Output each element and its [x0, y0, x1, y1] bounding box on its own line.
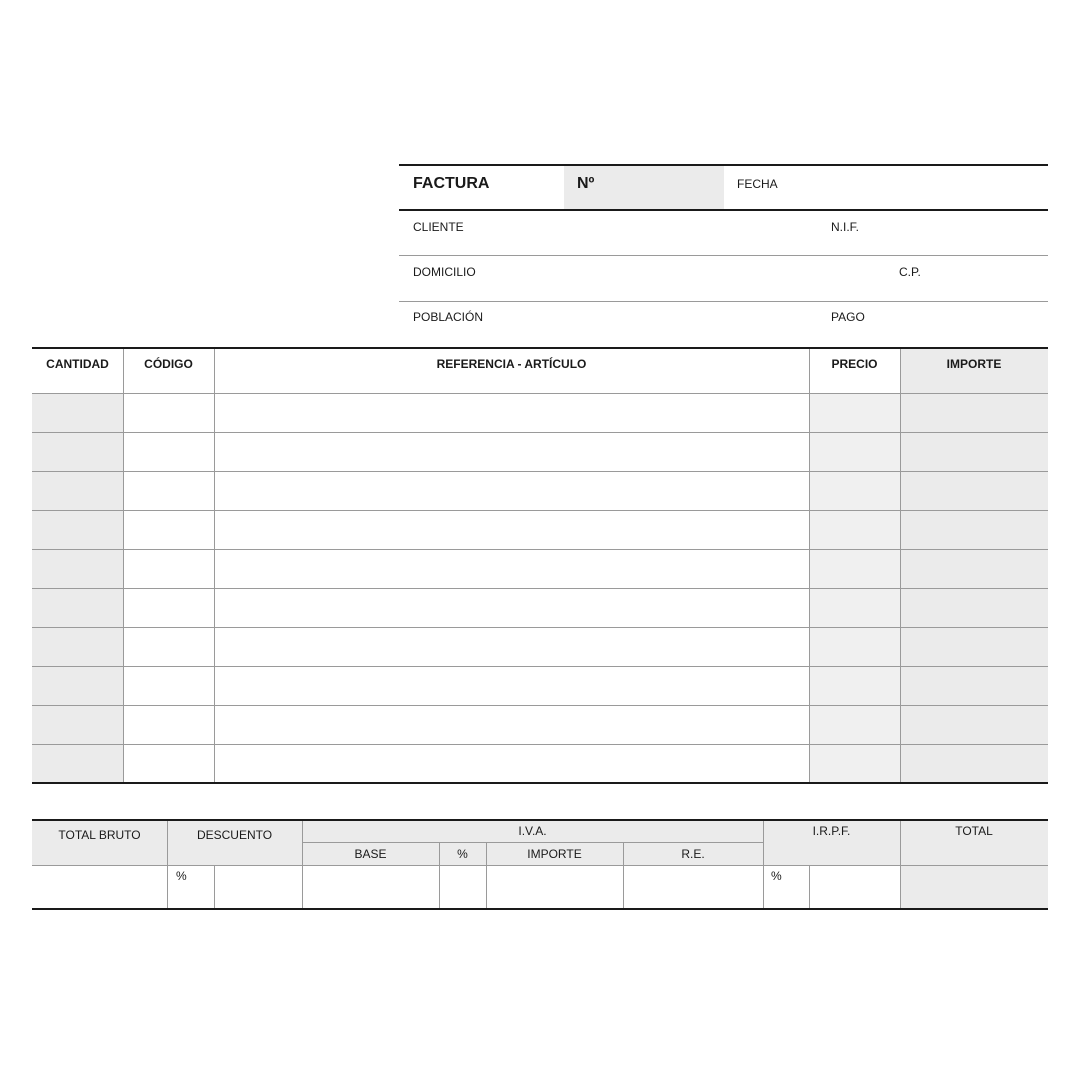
table-row [32, 432, 1048, 433]
column-header-referencia: REFERENCIA - ARTÍCULO [436, 357, 587, 371]
header-rule [399, 301, 1048, 302]
date-label: FECHA [737, 177, 778, 191]
header-rule [399, 209, 1048, 211]
discount-percent-sign: % [176, 869, 187, 883]
column-header-cantidad: CANTIDAD [46, 357, 109, 371]
table-row [32, 471, 1048, 472]
total-bruto-label: TOTAL BRUTO [58, 828, 141, 842]
table-top-rule [32, 347, 1048, 349]
nif-label: N.I.F. [831, 220, 860, 234]
totals-header-rule [32, 865, 1048, 866]
invoice-header [399, 164, 1048, 324]
totals-bottom-rule [32, 908, 1048, 910]
iva-importe-label: IMPORTE [527, 847, 582, 861]
iva-label: I.V.A. [518, 824, 547, 838]
invoice-title: FACTURA [413, 175, 490, 192]
column-divider [214, 349, 215, 782]
table-row [32, 393, 1048, 394]
table-row [32, 588, 1048, 589]
column-divider [900, 349, 901, 782]
totals-table [32, 819, 1048, 912]
iva-base-label: BASE [354, 847, 387, 861]
payment-label: PAGO [831, 310, 865, 324]
column-header-codigo: CÓDIGO [144, 357, 193, 371]
amount-column-shade [900, 349, 1048, 782]
table-row [32, 705, 1048, 706]
column-divider [214, 865, 215, 908]
table-row [32, 510, 1048, 511]
column-divider [809, 349, 810, 782]
header-rule [399, 255, 1048, 256]
iva-sub-rule [302, 842, 763, 843]
table-row [32, 666, 1048, 667]
client-label: CLIENTE [413, 220, 464, 234]
irpf-label: I.R.P.F. [812, 824, 851, 838]
column-header-importe: IMPORTE [946, 357, 1002, 371]
invoice-number-label: Nº [577, 175, 595, 192]
totals-top-rule [32, 819, 1048, 821]
iva-re-label: R.E. [681, 847, 705, 861]
town-label: POBLACIÓN [413, 310, 484, 324]
table-row [32, 549, 1048, 550]
postal-code-label: C.P. [899, 265, 921, 279]
irpf-percent-sign: % [771, 869, 782, 883]
column-divider [809, 865, 810, 908]
column-divider [123, 349, 124, 782]
table-bottom-rule [32, 782, 1048, 784]
descuento-label: DESCUENTO [196, 828, 273, 842]
iva-percent-label: % [457, 847, 468, 861]
table-row [32, 627, 1048, 628]
table-row [32, 744, 1048, 745]
items-table [32, 347, 1048, 784]
address-label: DOMICILIO [413, 265, 476, 279]
column-header-precio: PRECIO [831, 357, 878, 371]
total-label: TOTAL [955, 824, 993, 838]
